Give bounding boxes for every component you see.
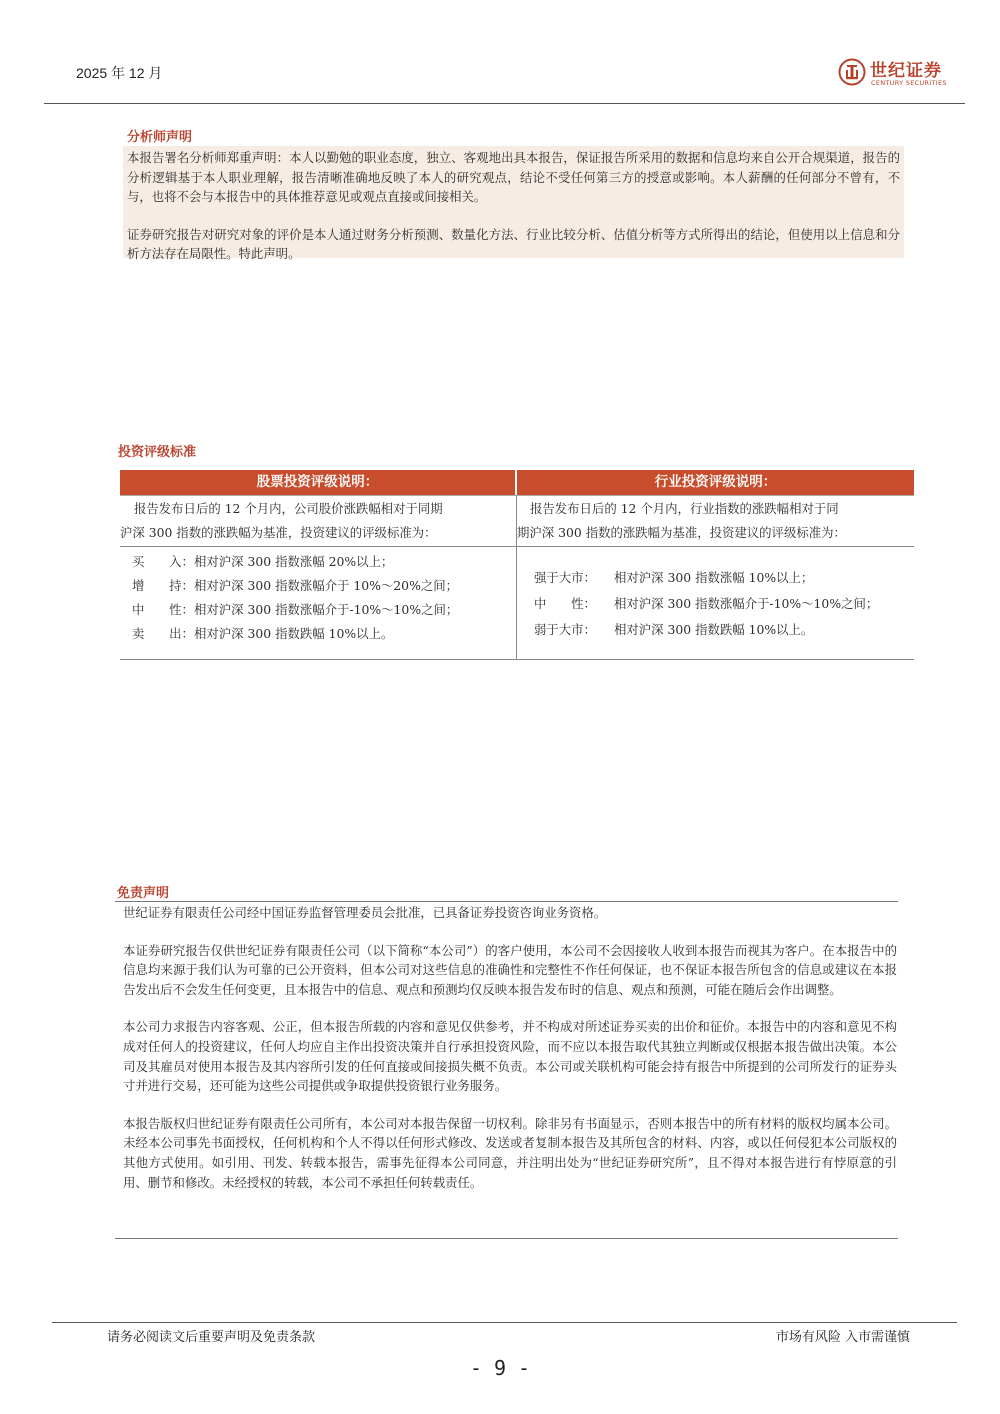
- industry-rating-underperform: [534, 618, 813, 642]
- rating-key: 强于大市：: [534, 570, 596, 585]
- rating-desc: 相对沪深 300 指数涨幅 20%以上；: [194, 554, 394, 569]
- rating-desc: 相对沪深 300 指数涨幅介于-10%～10%之间；: [614, 596, 879, 611]
- footer-risk-warning: 市场有风险 入市需谨慎: [775, 1330, 910, 1345]
- stock-intro-line-2: 沪深 300 指数的涨跌幅为基准，投资建议的评级标准为：: [120, 525, 437, 540]
- stock-rating-overweight: [132, 574, 458, 598]
- stock-rating-buy: [132, 550, 393, 574]
- stock-rating-sell: [132, 622, 393, 646]
- disclaimer-paragraph-2: 本证券研究报告仅供世纪证券有限责任公司（以下简称“本公司”）的客户使用，本公司不会因接收人收到本报告而视其为客户。在本报告中的信息均来源于我们认为可靠的已公开资料，但本公司对这些信息的准确性和完整性不作任何保证，也不保证本报告所包含的信息或建议在本报告发出后不会发生任何变更，且本报告中的信息、观点和预测均仅反映本报告发布时的信息、观点和预测，可能在随后会作出调整。: [123, 942, 897, 997]
- disclaimer-top-line: [115, 901, 898, 902]
- industry-intro-line-1: 报告发布日后的 12 个月内，行业指数的涨跌幅相对于同: [530, 501, 839, 516]
- analyst-paragraph-2: 证券研究报告对研究对象的评价是本人通过财务分析预测、数量化方法、行业比较分析、估值分析等方式所得出的结论，但使用以上信息和分析方法存在局限性。特此声明。: [127, 226, 900, 261]
- analyst-statement-title: 分析师声明: [127, 130, 193, 145]
- company-logo: [838, 56, 958, 90]
- stock-rating-neutral: [132, 598, 458, 622]
- rating-key: 中 性：: [534, 596, 596, 611]
- century-securities-logo-icon: [838, 58, 866, 86]
- disclaimer-bottom-line: [115, 1238, 898, 1239]
- report-date: 2025 年 12 月: [76, 65, 163, 81]
- logo-text-cn: 世纪证券: [870, 61, 942, 81]
- industry-intro-line-2: 期沪深 300 指数的涨跌幅为基准，投资建议的评级标准为：: [517, 525, 846, 540]
- rating-key: 中 性：: [132, 602, 194, 617]
- table-column-divider: [516, 495, 517, 659]
- rating-standard-title: 投资评级标准: [118, 445, 197, 460]
- stock-intro-line-1: 报告发布日后的 12 个月内，公司股价涨跌幅相对于同期: [134, 501, 443, 516]
- table-line: [120, 546, 914, 547]
- rating-desc: 相对沪深 300 指数涨幅 10%以上；: [614, 570, 814, 585]
- analyst-paragraph-1: 本报告署名分析师郑重声明：本人以勤勉的职业态度，独立、客观地出具本报告，保证报告所采用的数据和信息均来自公开合规渠道，报告的分析逻辑基于本人职业理解，报告清晰准确地反映了本人的研究观点，结论不受任何第三方的授意或影响。本人薪酬的任何部分不曾有，不与，也将不会与本报告中的具体推荐意见或观点直接或间接相关。: [127, 150, 900, 204]
- footer-notice: 请务必阅读文后重要声明及免责条款: [107, 1330, 316, 1345]
- disclaimer-paragraph-4: 本报告版权归世纪证券有限责任公司所有，本公司对本报告保留一切权利。除非另有书面显示，否则本报告中的所有材料的版权均属本公司。未经本公司事先书面授权，任何机构和个人不得以任何形式修改、发送或者复制本报告及其所包含的材料、内容，或以任何侵犯本公司版权的其他方式使用。如引用、刊发、转载本报告，需事先征得本公司同意，并注明出处为“世纪证券研究所”，且不得对本报告进行有悖原意的引用、删节和修改。未经授权的转载，本公司不承担任何转载责任。: [123, 1115, 897, 1190]
- rating-key: 增 持：: [132, 578, 194, 593]
- rating-table: [120, 470, 914, 660]
- analyst-statement-box: [123, 146, 904, 261]
- disclaimer-body: [123, 903, 897, 1210]
- logo-text-en: CENTURY SECURITIES: [871, 79, 947, 87]
- table-line: [120, 495, 914, 496]
- stock-rating-header: 股票投资评级说明：: [120, 470, 515, 495]
- industry-rating-neutral: [534, 592, 878, 616]
- rating-desc: 相对沪深 300 指数涨幅介于-10%～10%之间；: [194, 602, 459, 617]
- industry-rating-outperform: [534, 566, 813, 590]
- disclaimer-paragraph-1: 世纪证券有限责任公司经中国证券监督管理委员会批准，已具备证券投资咨询业务资格。: [123, 905, 607, 920]
- disclaimer-title: 免责声明: [117, 886, 170, 901]
- rating-desc: 相对沪深 300 指数跌幅 10%以上。: [614, 622, 814, 637]
- page-number: - 9 -: [469, 1356, 531, 1380]
- table-line: [120, 659, 914, 660]
- header-divider: [44, 103, 965, 104]
- industry-rating-header: 行业投资评级说明：: [517, 470, 914, 495]
- rating-desc: 相对沪深 300 指数跌幅 10%以上。: [194, 626, 394, 641]
- rating-desc: 相对沪深 300 指数涨幅介于 10%～20%之间；: [194, 578, 459, 593]
- rating-key: 卖 出：: [132, 626, 194, 641]
- rating-key: 弱于大市：: [534, 622, 596, 637]
- disclaimer-paragraph-3: 本公司力求报告内容客观、公正，但本报告所载的内容和意见仅供参考，并不构成对所述证券买卖的出价和征价。本报告中的内容和意见不构成对任何人的投资建议，任何人均应自主作出投资决策并自行承担投资风险，而不应以本报告取代其独立判断或仅根据本报告做出决策。本公司及其雇员对使用本报告及其内容所引发的任何直接或间接损失概不负责。本公司或关联机构可能会持有报告中所提到的公司所发行的证券头寸并进行交易，还可能为这些公司提供或争取提供投资银行业务服务。: [123, 1019, 897, 1094]
- footer-divider: [52, 1322, 957, 1323]
- rating-key: 买 入：: [132, 554, 194, 569]
